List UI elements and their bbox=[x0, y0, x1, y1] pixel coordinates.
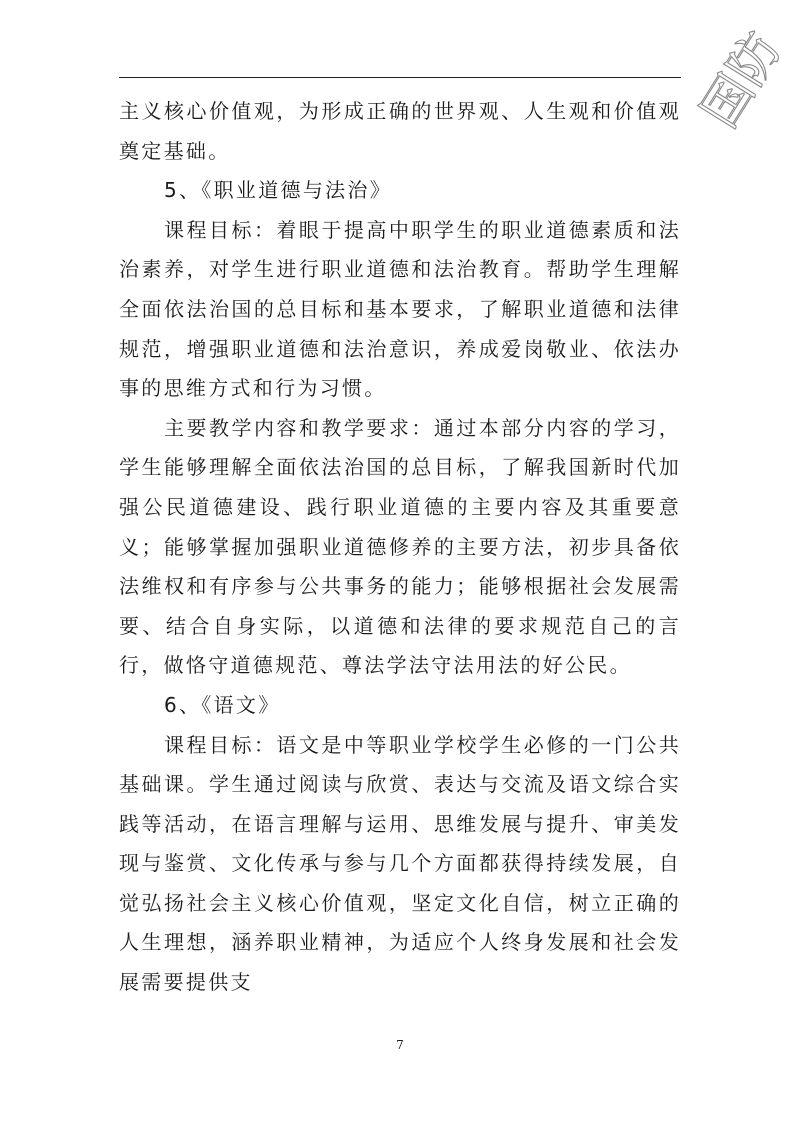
section-heading-5: 5、《职业道德与法治》 bbox=[164, 178, 393, 203]
section-heading-6: 6、《语文》 bbox=[164, 692, 281, 717]
document-body bbox=[119, 92, 681, 1003]
paragraph-teaching-content: 主要教学内容和教学要求：通过本部分内容的学习，学生能够理解全面依法治国的总目标，了解我国新时代加强公民道德建设、践行职业道德的主要内容及其重要意义；能够掌握加强职业道德修养的主要方法，初步具备依法维权和有序参与公共事务的能力；能够根据社会发展需要、结合自身实际，以道德和法律的要求规范自己的言行，做恪守道德规范、尊法学法守法用法的好公民。 bbox=[119, 415, 681, 678]
paragraph-chinese-objective: 课程目标：语文是中等职业学校学生必修的一门公共基础课。学生通过阅读与欣赏、表达与交流及语文综合实践等活动，在语言理解与运用、思维发展与提升、审美发现与鉴赏、文化传承与参与几个方面都获得持续发展，自觉弘扬社会主义核心价值观，坚定文化自信，树立正确的人生理想，涵养职业精神，为适应个人终身发展和社会发展需要提供支 bbox=[119, 732, 681, 995]
stamp-text: 国防 bbox=[690, 22, 793, 138]
seal-stamp bbox=[676, 4, 796, 154]
header-rule bbox=[119, 77, 681, 78]
paragraph-continued: 主义核心价值观，为形成正确的世界观、人生观和价值观奠定基础。 bbox=[119, 99, 681, 163]
page-number: 7 bbox=[396, 1038, 404, 1052]
paragraph-course-objective: 课程目标：着眼于提高中职学生的职业道德素质和法治素养，对学生进行职业道德和法治教育。帮助学生理解全面依法治国的总目标和基本要求，了解职业道德和法律规范，增强职业道德和法治意识，养成爱岗敬业、依法办事的思维方式和行为习惯。 bbox=[119, 217, 681, 401]
